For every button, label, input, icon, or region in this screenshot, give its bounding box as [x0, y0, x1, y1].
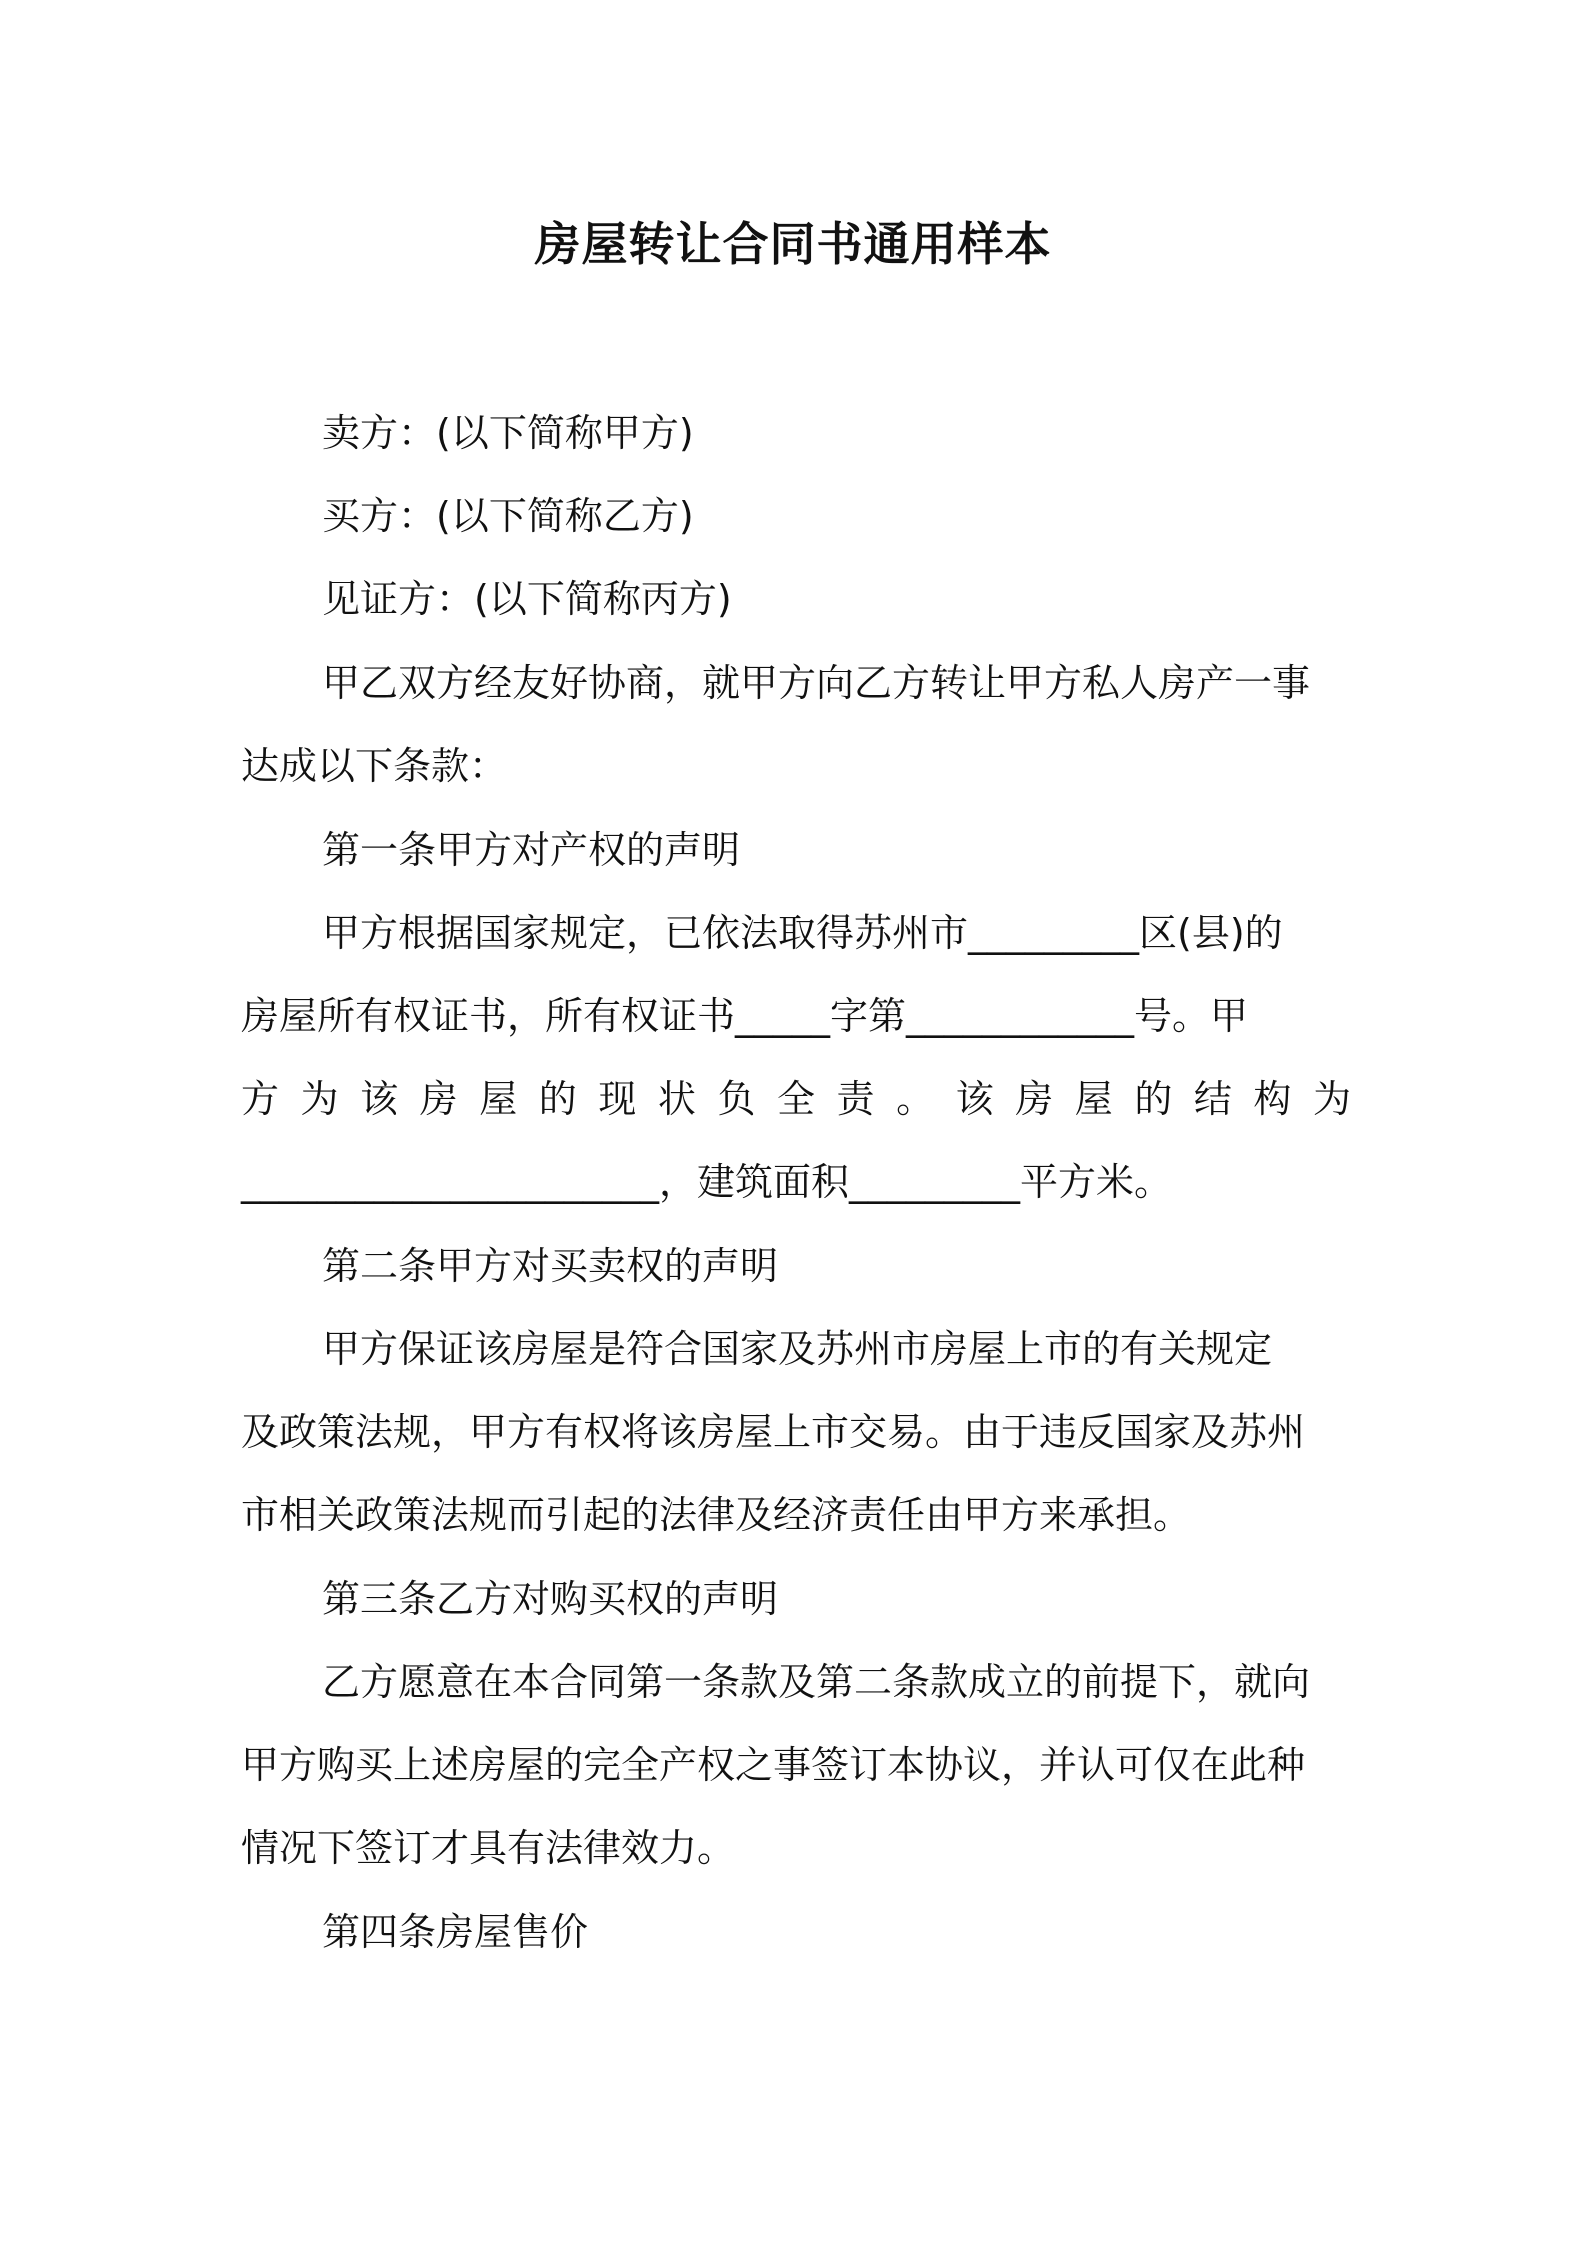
article-2-line-1: 甲方保证该房屋是符合国家及苏州市房屋上市的有关规定	[322, 1327, 1273, 1371]
article-2-heading: 第二条甲方对买卖权的声明	[322, 1244, 779, 1288]
article-1-line-1: 甲方根据国家规定，已依法取得苏州市_________区(县)的	[322, 911, 1283, 955]
buyer-line: 买方：(以下简称乙方)	[322, 494, 694, 538]
document-title: 房屋转让合同书通用样本	[534, 217, 1052, 271]
witness-line: 见证方：(以下简称丙方)	[322, 577, 732, 621]
article-1-line-2: 房屋所有权证书，所有权证书_____字第____________号。甲	[241, 994, 1249, 1038]
article-3-line-3: 情况下签订才具有法律效力。	[241, 1826, 736, 1870]
article-2-line-2: 及政策法规，甲方有权将该房屋上市交易。由于违反国家及苏州	[241, 1410, 1306, 1454]
article-3-heading: 第三条乙方对购买权的声明	[322, 1577, 779, 1621]
article-3-line-2: 甲方购买上述房屋的完全产权之事签订本协议，并认可仅在此种	[241, 1743, 1306, 1787]
article-4-heading: 第四条房屋售价	[322, 1910, 589, 1954]
article-3-line-1: 乙方愿意在本合同第一条款及第二条款成立的前提下，就向	[322, 1660, 1311, 1704]
intro-paragraph-line-1: 甲乙双方经友好协商，就甲方向乙方转让甲方私人房产一事	[322, 661, 1311, 705]
seller-line: 卖方：(以下简称甲方)	[322, 411, 694, 455]
article-1-heading: 第一条甲方对产权的声明	[322, 828, 741, 872]
intro-paragraph-line-2: 达成以下条款：	[241, 744, 508, 788]
article-1-line-4: ______________________，建筑面积_________平方米。	[241, 1160, 1173, 1204]
article-1-line-3: 方为该房屋的现状负全责。该房屋的结构为	[241, 1077, 1351, 1121]
article-2-line-3: 市相关政策法规而引起的法律及经济责任由甲方来承担。	[241, 1493, 1192, 1537]
